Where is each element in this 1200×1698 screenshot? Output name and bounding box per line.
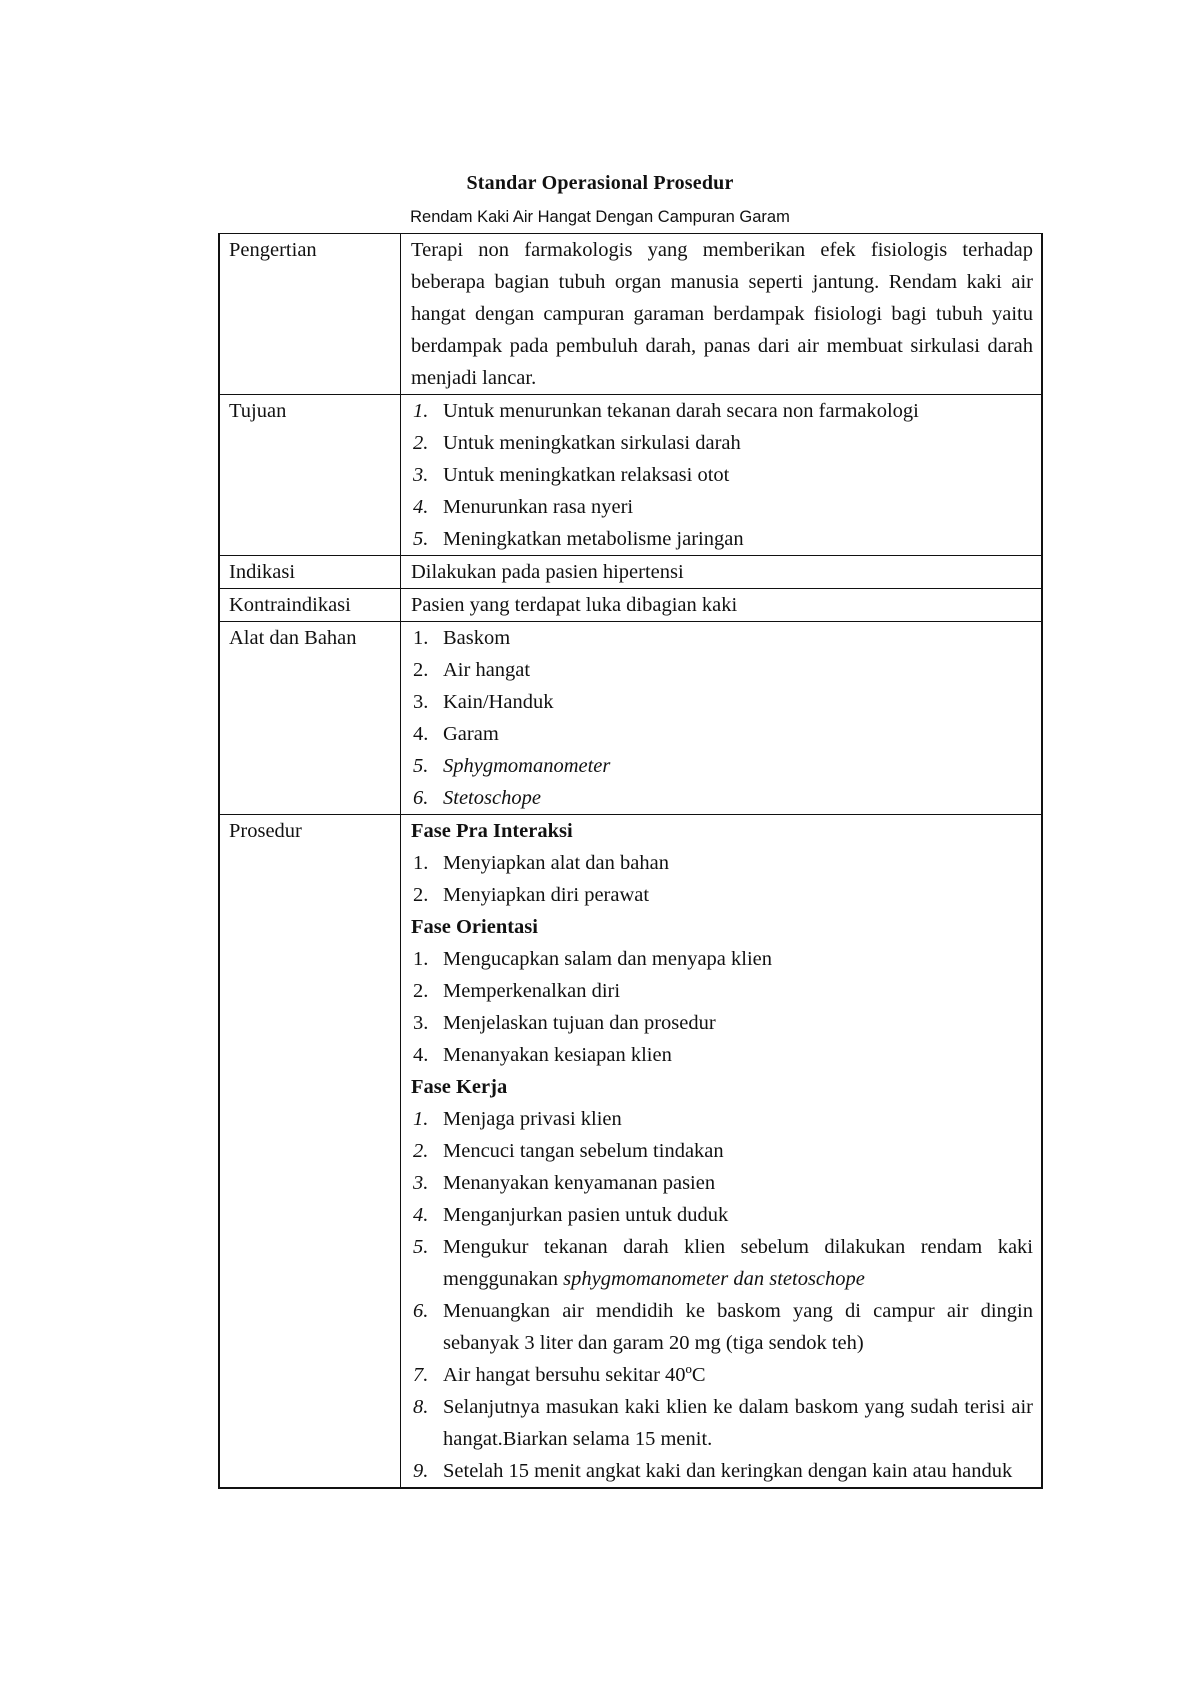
pra-interaksi-list bbox=[411, 847, 1033, 911]
list-item: 4. Menurunkan rasa nyeri bbox=[413, 496, 634, 518]
sop-table bbox=[218, 233, 1043, 1489]
alat-list bbox=[411, 622, 1033, 814]
list-item: 7. Air hangat bersuhu sekitar 40ºC bbox=[413, 1364, 706, 1386]
label-kontraindikasi: Kontraindikasi bbox=[219, 589, 401, 622]
list-item: 1. Baskom bbox=[413, 627, 511, 649]
list-item: 5. Sphygmomanometer bbox=[413, 755, 611, 777]
list-item: 2. Air hangat bbox=[413, 659, 531, 681]
prosedur-cell bbox=[401, 815, 1043, 1489]
kontraindikasi-text: Pasien yang terdapat luka dibagian kaki bbox=[401, 589, 1043, 622]
list-item: 2. Untuk meningkatkan sirkulasi darah bbox=[413, 432, 741, 454]
list-item: 3. Untuk meningkatkan relaksasi otot bbox=[413, 464, 730, 486]
list-item: 1. Mengucapkan salam dan menyapa klien bbox=[413, 948, 773, 970]
row-indikasi bbox=[219, 556, 1042, 589]
alat-cell bbox=[401, 622, 1043, 815]
kerja-list bbox=[411, 1103, 1033, 1487]
list-item: 8. Selanjutnya masukan kaki klien ke dalam baskom yang sudah terisi air hangat.Biarkan selama 15 menit. bbox=[413, 1396, 1033, 1450]
list-item: 6. Stetoschope bbox=[413, 787, 541, 809]
phase-heading-pra-interaksi: Fase Pra Interaksi bbox=[411, 820, 573, 842]
label-prosedur: Prosedur bbox=[219, 815, 401, 1489]
tujuan-cell bbox=[401, 395, 1043, 556]
list-item: 1. Untuk menurunkan tekanan darah secara non farmakologi bbox=[413, 400, 919, 422]
list-item: 9. Setelah 15 menit angkat kaki dan keringkan dengan kain atau handuk bbox=[413, 1460, 1013, 1482]
phase-heading-kerja: Fase Kerja bbox=[411, 1076, 508, 1098]
label-indikasi: Indikasi bbox=[219, 556, 401, 589]
list-item: 4. Menganjurkan pasien untuk duduk bbox=[413, 1204, 729, 1226]
label-alat-bahan: Alat dan Bahan bbox=[219, 622, 401, 815]
document-subtitle: Rendam Kaki Air Hangat Dengan Campuran Garam bbox=[410, 208, 790, 226]
pengertian-text: Terapi non farmakologis yang memberikan efek fisiologis terhadap beberapa bagian tubuh organ manusia seperti jantung. Rendam kaki air hangat dengan campuran garaman berdampak fisiologi bagi tubuh yaitu berdampak pada pembuluh darah, panas dari air membuat sirkulasi darah menjadi lancar. bbox=[401, 234, 1043, 395]
list-item: 2. Menyiapkan diri perawat bbox=[413, 884, 650, 906]
list-item: 3. Menjelaskan tujuan dan prosedur bbox=[413, 1012, 716, 1034]
phase-heading-orientasi: Fase Orientasi bbox=[411, 916, 538, 938]
list-item: 3. Kain/Handuk bbox=[413, 691, 554, 713]
row-prosedur bbox=[219, 815, 1042, 1489]
list-item: 1. Menyiapkan alat dan bahan bbox=[413, 852, 669, 874]
list-item: 3. Menanyakan kenyamanan pasien bbox=[413, 1172, 716, 1194]
tujuan-list bbox=[411, 395, 1033, 555]
row-tujuan bbox=[219, 395, 1042, 556]
indikasi-text: Dilakukan pada pasien hipertensi bbox=[401, 556, 1043, 589]
label-tujuan: Tujuan bbox=[219, 395, 401, 556]
list-item: 2. Memperkenalkan diri bbox=[413, 980, 621, 1002]
list-item: 5. Mengukur tekanan darah klien sebelum dilakukan rendam kaki menggunakan sphygmomanometer dan stetoschope bbox=[413, 1236, 1033, 1290]
list-item: 4. Garam bbox=[413, 723, 499, 745]
list-item: 2. Mencuci tangan sebelum tindakan bbox=[413, 1140, 724, 1162]
list-item: 6. Menuangkan air mendidih ke baskom yang di campur air dingin sebanyak 3 liter dan garam 20 mg (tiga sendok teh) bbox=[413, 1300, 1033, 1354]
list-item: 1. Menjaga privasi klien bbox=[413, 1108, 622, 1130]
list-item: 4. Menanyakan kesiapan klien bbox=[413, 1044, 672, 1066]
row-alat-bahan bbox=[219, 622, 1042, 815]
row-pengertian bbox=[219, 234, 1042, 395]
label-pengertian: Pengertian bbox=[219, 234, 401, 395]
document-title: Standar Operasional Prosedur bbox=[466, 172, 734, 194]
row-kontraindikasi bbox=[219, 589, 1042, 622]
orientasi-list bbox=[411, 943, 1033, 1071]
list-item: 5. Meningkatkan metabolisme jaringan bbox=[413, 528, 744, 550]
